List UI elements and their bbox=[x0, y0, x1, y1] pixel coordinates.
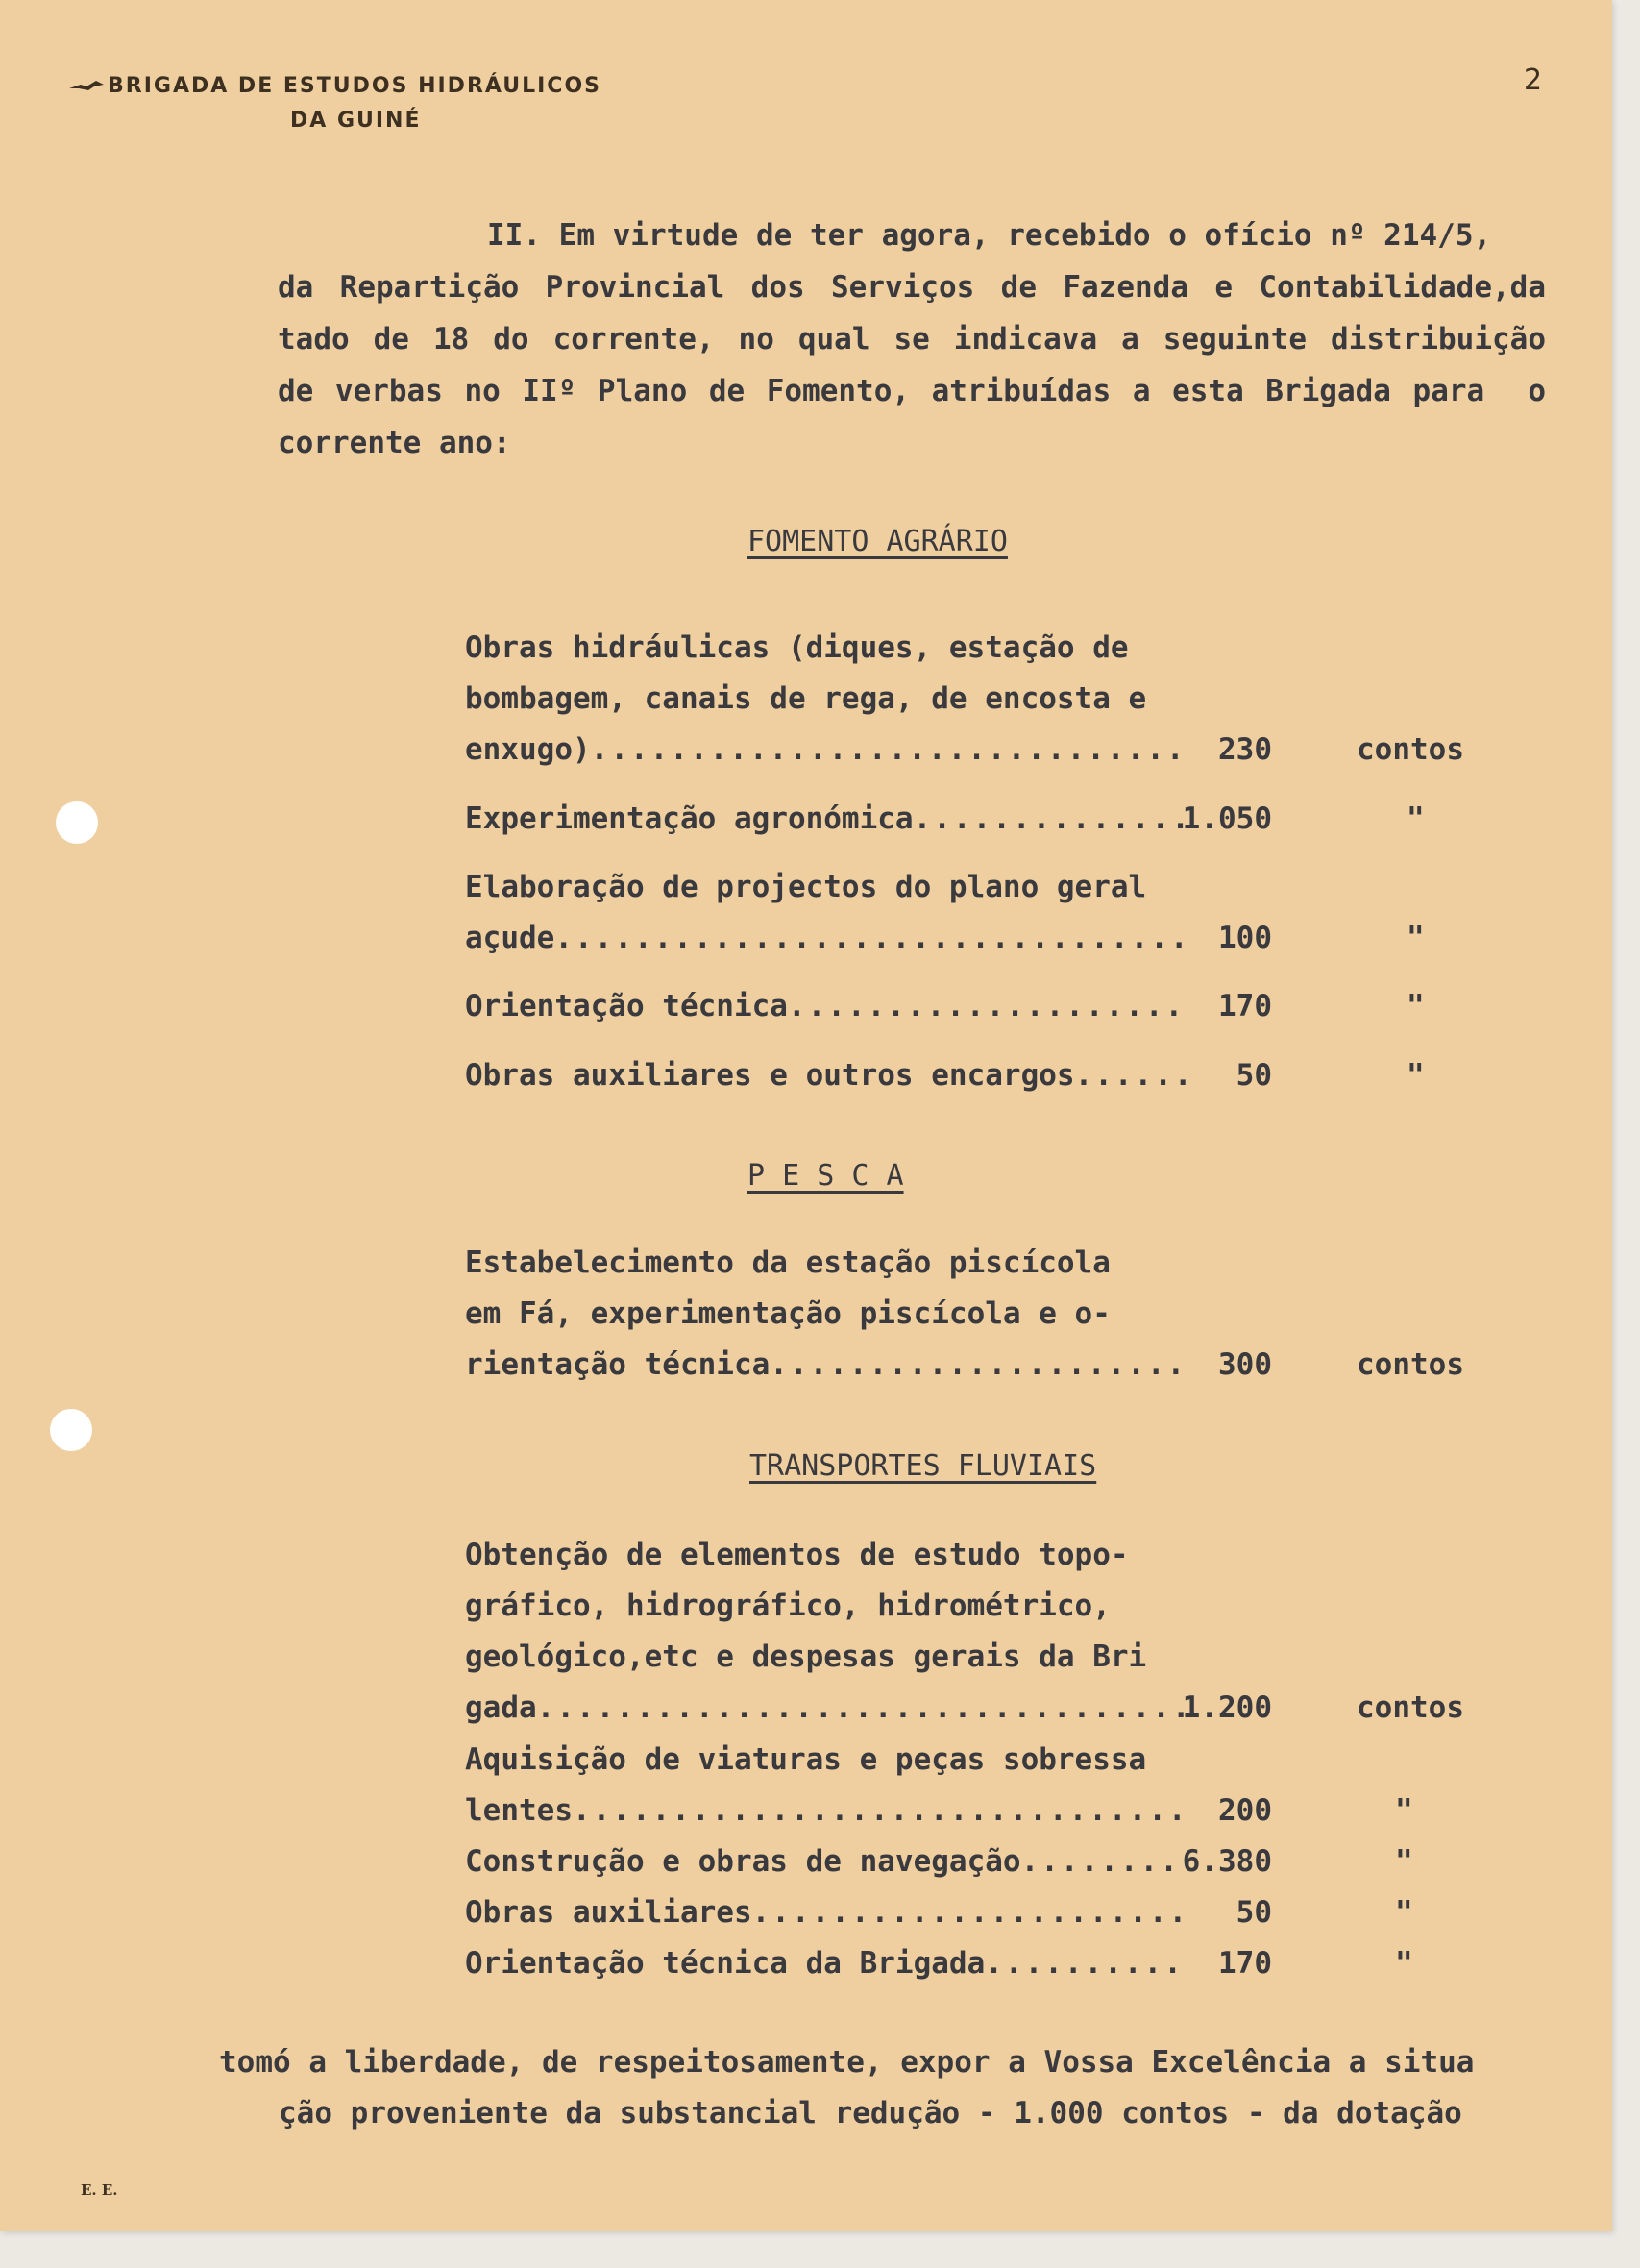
letterhead-emblem-icon bbox=[67, 77, 106, 94]
item-description-line: bombagem, canais de rega, de encosta e bbox=[465, 681, 1147, 716]
item-description-line: Obras hidráulicas (diques, estação de bbox=[465, 630, 1129, 665]
item-unit: " bbox=[1407, 989, 1425, 1023]
item-description-line: Experimentação agronómica bbox=[465, 801, 914, 836]
budget-item bbox=[465, 794, 1474, 845]
item-description-line: gráfico, hidrográfico, hidrométrico, bbox=[465, 1589, 1111, 1623]
item-description-line: gada bbox=[465, 1690, 537, 1725]
budget-item bbox=[465, 1887, 1474, 1938]
budget-item bbox=[465, 1837, 1474, 1887]
item-amount: 230 bbox=[1218, 732, 1272, 767]
item-unit: " bbox=[1395, 1895, 1413, 1930]
item-description-line: geológico,etc e despesas gerais da Bri bbox=[465, 1639, 1147, 1674]
typist-initials: E. E. bbox=[81, 2182, 118, 2199]
dot-leader bbox=[591, 725, 1186, 776]
closing-paragraph bbox=[219, 2037, 1474, 2139]
item-amount: 300 bbox=[1218, 1347, 1272, 1382]
dot-leader bbox=[554, 913, 1186, 964]
closing-line: tomó a liberdade, de respeitosamente, expor a Vossa Excelência a situa bbox=[219, 2045, 1475, 2080]
budget-item bbox=[465, 1530, 1474, 1734]
letterhead bbox=[67, 69, 601, 138]
item-unit: " bbox=[1407, 801, 1425, 836]
intro-line: da Repartição Provincial dos Serviços de Fazenda e Contabilidade,da bbox=[278, 270, 1546, 305]
item-description-line: Obras auxiliares e outros encargos bbox=[465, 1058, 1075, 1093]
item-amount: 170 bbox=[1218, 989, 1272, 1023]
item-amount: 170 bbox=[1218, 1946, 1272, 1981]
item-amount: 200 bbox=[1218, 1793, 1272, 1828]
letterhead-line-1: BRIGADA DE ESTUDOS HIDRÁULICOS bbox=[108, 74, 601, 98]
budget-item bbox=[465, 1050, 1474, 1101]
section-heading-pesca: P E S C A bbox=[747, 1159, 904, 1193]
intro-line: tado de 18 do corrente, no qual se indicava a seguinte distribuição bbox=[278, 322, 1546, 357]
item-description-line: Obras auxiliares bbox=[465, 1895, 752, 1930]
item-description-line: Obtenção de elementos de estudo topo- bbox=[465, 1538, 1129, 1572]
item-description-line: lentes bbox=[465, 1793, 573, 1828]
budget-item bbox=[465, 1735, 1474, 1837]
item-description-line: Construção e obras de navegação bbox=[465, 1844, 1021, 1879]
dot-leader bbox=[537, 1683, 1186, 1734]
item-amount: 6.380 bbox=[1182, 1844, 1272, 1879]
item-description-line: Aquisição de viaturas e peças sobressa bbox=[465, 1742, 1147, 1777]
item-amount: 1.050 bbox=[1182, 801, 1272, 836]
item-description-line: Estabelecimento da estação piscícola bbox=[465, 1245, 1111, 1280]
item-unit: " bbox=[1407, 1058, 1425, 1093]
dot-leader bbox=[573, 1786, 1186, 1837]
dot-leader bbox=[752, 1887, 1186, 1938]
punch-hole bbox=[56, 801, 98, 844]
item-unit: " bbox=[1395, 1844, 1413, 1879]
item-unit: contos bbox=[1357, 732, 1464, 767]
item-description-line: Elaboração de projectos do plano geral bbox=[465, 870, 1147, 904]
dot-leader bbox=[788, 981, 1186, 1032]
budget-item bbox=[465, 623, 1474, 776]
item-amount: 50 bbox=[1236, 1895, 1272, 1930]
item-amount: 1.200 bbox=[1182, 1690, 1272, 1725]
section-heading-fomento: FOMENTO AGRÁRIO bbox=[747, 525, 1008, 558]
budget-item bbox=[465, 1238, 1474, 1391]
item-unit: contos bbox=[1357, 1690, 1464, 1725]
item-amount: 100 bbox=[1218, 921, 1272, 955]
closing-line: ção proveniente da substancial redução - 1.000 contos - da dotação bbox=[279, 2096, 1462, 2131]
intro-paragraph bbox=[278, 210, 1546, 469]
item-amount: 50 bbox=[1236, 1058, 1272, 1093]
item-description-line: açude bbox=[465, 921, 555, 955]
section-heading-transportes: TRANSPORTES FLUVIAIS bbox=[749, 1449, 1097, 1483]
intro-line: de verbas no IIº Plano de Fomento, atribuídas a esta Brigada para o bbox=[278, 374, 1546, 408]
intro-line: II. Em virtude de ter agora, recebido o ofício nº 214/5, bbox=[487, 218, 1492, 253]
dot-leader bbox=[770, 1340, 1186, 1391]
item-unit: contos bbox=[1357, 1347, 1464, 1382]
item-description-line: Orientação técnica bbox=[465, 989, 788, 1023]
letterhead-line-2: DA GUINÉ bbox=[290, 109, 422, 133]
item-unit: " bbox=[1407, 921, 1425, 955]
page-number: 2 bbox=[1524, 63, 1543, 97]
punch-hole bbox=[50, 1409, 92, 1451]
item-description-line: em Fá, experimentação piscícola e o- bbox=[465, 1296, 1111, 1331]
item-unit: " bbox=[1395, 1946, 1413, 1981]
budget-item bbox=[465, 981, 1474, 1032]
item-description-line: Orientação técnica da Brigada bbox=[465, 1946, 986, 1981]
item-description-line: enxugo) bbox=[465, 732, 591, 767]
budget-item bbox=[465, 862, 1474, 964]
item-unit: " bbox=[1395, 1793, 1413, 1828]
intro-line: corrente ano: bbox=[278, 426, 511, 460]
budget-item bbox=[465, 1938, 1474, 1989]
item-description-line: rientação técnica bbox=[465, 1347, 771, 1382]
